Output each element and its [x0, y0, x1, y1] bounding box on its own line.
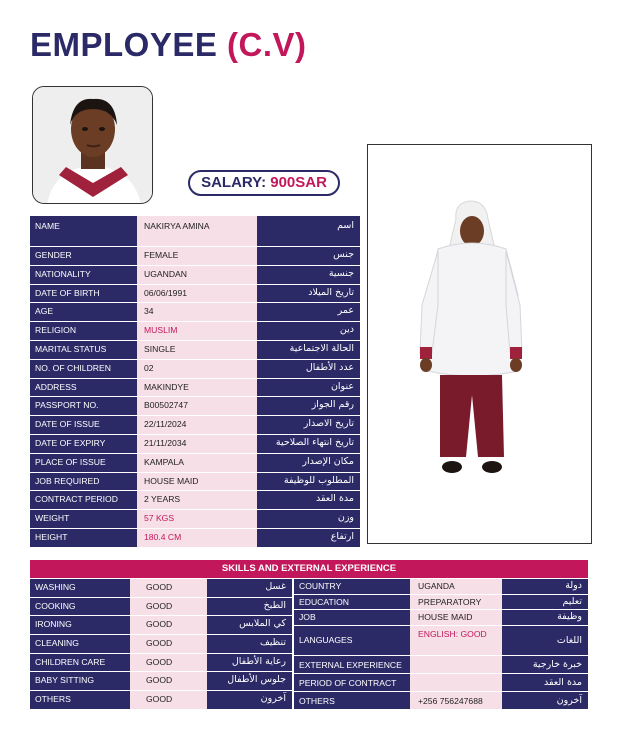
info-value: HOUSE MAID [137, 473, 257, 491]
info-row-children [30, 360, 360, 379]
info-value: NAKIRYA AMINA [137, 216, 257, 246]
info-label: WEIGHT [30, 510, 137, 528]
skill-label: IRONING [30, 616, 130, 634]
info-row-contract-period [30, 491, 360, 510]
info-label-arabic: الحالة الاجتماعية [257, 341, 360, 359]
skill-level: GOOD [130, 691, 207, 709]
info-label-arabic: رقم الجواز [257, 397, 360, 415]
skill-label: OTHERS [30, 691, 130, 709]
info-label: CONTRACT PERIOD [30, 491, 137, 509]
info-row-date-of-expiry [30, 435, 360, 454]
info-label-arabic: تاريخ الاصدار [257, 416, 360, 434]
info-row-weight [30, 510, 360, 529]
info-row-job-required [30, 473, 360, 492]
info-label: GENDER [30, 247, 137, 265]
experience-row-job [294, 610, 588, 626]
info-label-arabic: تاريخ انتهاء الصلاحية [257, 435, 360, 453]
experience-label-arabic: مدة العقد [502, 674, 588, 691]
info-value: 34 [137, 303, 257, 321]
experience-label: EDUCATION [294, 595, 410, 610]
info-label: AGE [30, 303, 137, 321]
portrait-illustration [33, 87, 153, 204]
info-value: MUSLIM [137, 322, 257, 340]
info-label-arabic: عنوان [257, 379, 360, 397]
skill-label: WASHING [30, 579, 130, 597]
info-value: 02 [137, 360, 257, 378]
info-label: DATE OF BIRTH [30, 285, 137, 303]
experience-label-arabic: دولة [502, 579, 588, 594]
info-label-arabic: مدة العقد [257, 491, 360, 509]
experience-row-education [294, 595, 588, 611]
experience-label: PERIOD OF CONTRACT [294, 674, 410, 691]
info-label-arabic: جنس [257, 247, 360, 265]
info-label: DATE OF ISSUE [30, 416, 137, 434]
experience-value: +256 756247688 [410, 692, 502, 709]
experience-row-others [294, 692, 588, 710]
info-row-height [30, 529, 360, 548]
info-row-place-of-issue [30, 454, 360, 473]
info-value: KAMPALA [137, 454, 257, 472]
info-row-passport [30, 397, 360, 416]
skill-label: CHILDREN CARE [30, 654, 130, 672]
skill-label-arabic: جلوس الأطفال [207, 672, 292, 690]
skills-section-header: SKILLS AND EXTERNAL EXPERIENCE [30, 560, 588, 578]
info-value: UGANDAN [137, 266, 257, 284]
portrait-photo [32, 86, 153, 204]
skill-row [30, 672, 292, 691]
info-value: 57 KGS [137, 510, 257, 528]
info-label: NO. OF CHILDREN [30, 360, 137, 378]
experience-value [410, 674, 502, 691]
info-value: MAKINDYE [137, 379, 257, 397]
info-value: B00502747 [137, 397, 257, 415]
skill-level: GOOD [130, 598, 207, 616]
info-label-arabic: ارتفاع [257, 529, 360, 547]
info-row-date-of-issue [30, 416, 360, 435]
skills-table [30, 579, 292, 710]
skill-level: GOOD [130, 579, 207, 597]
experience-row-external [294, 656, 588, 674]
experience-value: PREPARATORY [410, 595, 502, 610]
personal-info-table [30, 216, 360, 548]
info-label: NATIONALITY [30, 266, 137, 284]
experience-label-arabic: وظيفة [502, 610, 588, 625]
info-row-name [30, 216, 360, 247]
experience-value: HOUSE MAID [410, 610, 502, 625]
experience-label: JOB [294, 610, 410, 625]
info-label-arabic: عمر [257, 303, 360, 321]
skill-level: GOOD [130, 672, 207, 690]
info-value: 22/11/2024 [137, 416, 257, 434]
full-body-illustration [368, 145, 591, 543]
skill-label-arabic: آخرون [207, 691, 292, 709]
experience-label: COUNTRY [294, 579, 410, 594]
skill-label: COOKING [30, 598, 130, 616]
info-label-arabic: مكان الإصدار [257, 454, 360, 472]
title-accent: (C.V) [227, 26, 307, 63]
info-label-arabic: جنسية [257, 266, 360, 284]
info-label: ADDRESS [30, 379, 137, 397]
experience-row-languages [294, 626, 588, 656]
skill-level: GOOD [130, 635, 207, 653]
skill-row [30, 598, 292, 617]
experience-row-country [294, 579, 588, 595]
info-row-date-of-birth [30, 285, 360, 304]
salary-value: 900SAR [270, 174, 327, 191]
skill-label-arabic: رعاية الأطفال [207, 654, 292, 672]
info-label: JOB REQUIRED [30, 473, 137, 491]
info-value: FEMALE [137, 247, 257, 265]
info-label: NAME [30, 216, 137, 246]
info-label: PASSPORT NO. [30, 397, 137, 415]
experience-value [410, 656, 502, 673]
info-row-marital-status [30, 341, 360, 360]
skill-label-arabic: غسل [207, 579, 292, 597]
skill-row [30, 654, 292, 673]
info-label: RELIGION [30, 322, 137, 340]
info-value: 2 YEARS [137, 491, 257, 509]
info-label: MARITAL STATUS [30, 341, 137, 359]
skill-level: GOOD [130, 654, 207, 672]
experience-label: OTHERS [294, 692, 410, 709]
skill-row [30, 635, 292, 654]
experience-table [294, 579, 588, 710]
info-row-nationality [30, 266, 360, 285]
skill-label-arabic: الطبخ [207, 598, 292, 616]
experience-label-arabic: خبرة خارجية [502, 656, 588, 673]
info-row-address [30, 379, 360, 398]
skill-label-arabic: كي الملابس [207, 616, 292, 634]
title-main: EMPLOYEE [30, 26, 218, 63]
info-row-age [30, 303, 360, 322]
experience-label-arabic: آخرون [502, 692, 588, 709]
page-title [30, 26, 307, 64]
experience-label: LANGUAGES [294, 626, 410, 655]
info-label-arabic: تاريخ الميلاد [257, 285, 360, 303]
info-label-arabic: دين [257, 322, 360, 340]
experience-value: UGANDA [410, 579, 502, 594]
salary-badge [188, 170, 340, 196]
experience-label-arabic: اللغات [502, 626, 588, 655]
experience-row-period [294, 674, 588, 692]
info-value: 21/11/2034 [137, 435, 257, 453]
info-label-arabic: وزن [257, 510, 360, 528]
experience-value: ENGLISH: GOOD [410, 626, 502, 655]
info-label: HEIGHT [30, 529, 137, 547]
info-value: SINGLE [137, 341, 257, 359]
skill-label: BABY SITTING [30, 672, 130, 690]
info-label: DATE OF EXPIRY [30, 435, 137, 453]
info-row-gender [30, 247, 360, 266]
info-row-religion [30, 322, 360, 341]
experience-label-arabic: تعليم [502, 595, 588, 610]
salary-label: SALARY: [201, 174, 267, 191]
info-label-arabic: المطلوب للوظيفة [257, 473, 360, 491]
skill-level: GOOD [130, 616, 207, 634]
info-label-arabic: اسم [257, 216, 360, 246]
info-label: PLACE OF ISSUE [30, 454, 137, 472]
info-value: 180.4 CM [137, 529, 257, 547]
skill-label-arabic: تنظيف [207, 635, 292, 653]
info-label-arabic: عدد الأطفال [257, 360, 360, 378]
skill-row [30, 691, 292, 710]
skill-label: CLEANING [30, 635, 130, 653]
full-body-photo [367, 144, 592, 544]
info-value: 06/06/1991 [137, 285, 257, 303]
skill-row [30, 579, 292, 598]
skill-row [30, 616, 292, 635]
experience-label: EXTERNAL EXPERIENCE [294, 656, 410, 673]
